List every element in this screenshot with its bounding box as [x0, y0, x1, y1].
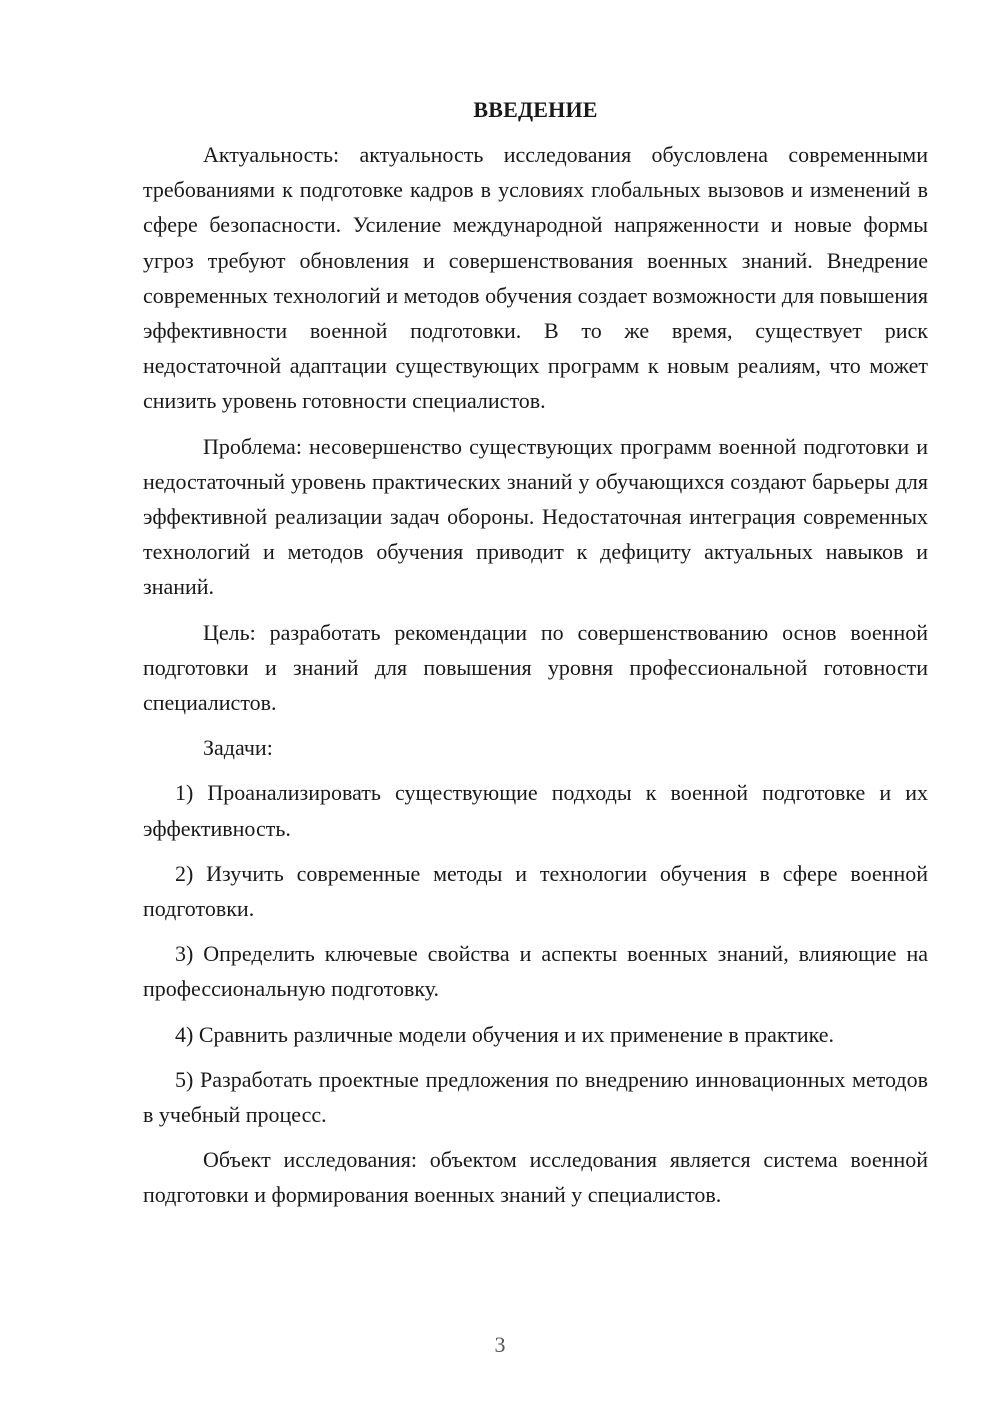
task-item-4: 4) Сравнить различные модели обучения и их применение в практике.	[175, 1021, 835, 1047]
object-paragraph: Объект исследования: объектом исследования является система военной подготовки и формирования военных знаний у специалистов.	[143, 1147, 928, 1208]
relevance-paragraph: Актуальность: актуальность исследования обусловлена современными требованиями к подготовке кадров в условиях глобальных вызовов и изменений в сфере безопасности. Усиление международной напряженности и новые формы угроз требуют обновления и совершенствования военных знаний. Внедрение современных технологий и методов обучения создает возможности для повышения эффективности военной подготовки. В то же время, существует риск недостаточной адаптации существующих программ к новым реалиям, что может снизить уровень готовности специалистов.	[143, 142, 928, 414]
document-page	[143, 92, 928, 1213]
task-item-1: 1) Проанализировать существующие подходы к военной подготовке и их эффективность.	[143, 780, 928, 841]
document-heading: ВВЕДЕНИЕ	[473, 97, 598, 122]
task-item-3: 3) Определить ключевые свойства и аспекты военных знаний, влияющие на профессиональную подготовку.	[143, 941, 928, 1002]
task-item-2: 2) Изучить современные методы и технологии обучения в сфере военной подготовки.	[143, 860, 928, 922]
task-item-5: 5) Разработать проектные предложения по внедрению инновационных методов в учебный процесс.	[143, 1066, 928, 1128]
problem-paragraph: Проблема: несовершенство существующих программ военной подготовки и недостаточный уровень практических знаний у обучающихся создают барьеры для эффективной реализации задач обороны. Недостаточная интеграция современных технологий и методов обучения приводит к дефициту актуальных навыков и знаний.	[143, 433, 928, 600]
page-number: 3	[494, 1332, 506, 1357]
goal-paragraph: Цель: разработать рекомендации по совершенствованию основ военной подготовки и знаний для повышения уровня профессиональной готовности специалистов.	[143, 619, 928, 716]
tasks-label: Задачи:	[203, 735, 273, 761]
